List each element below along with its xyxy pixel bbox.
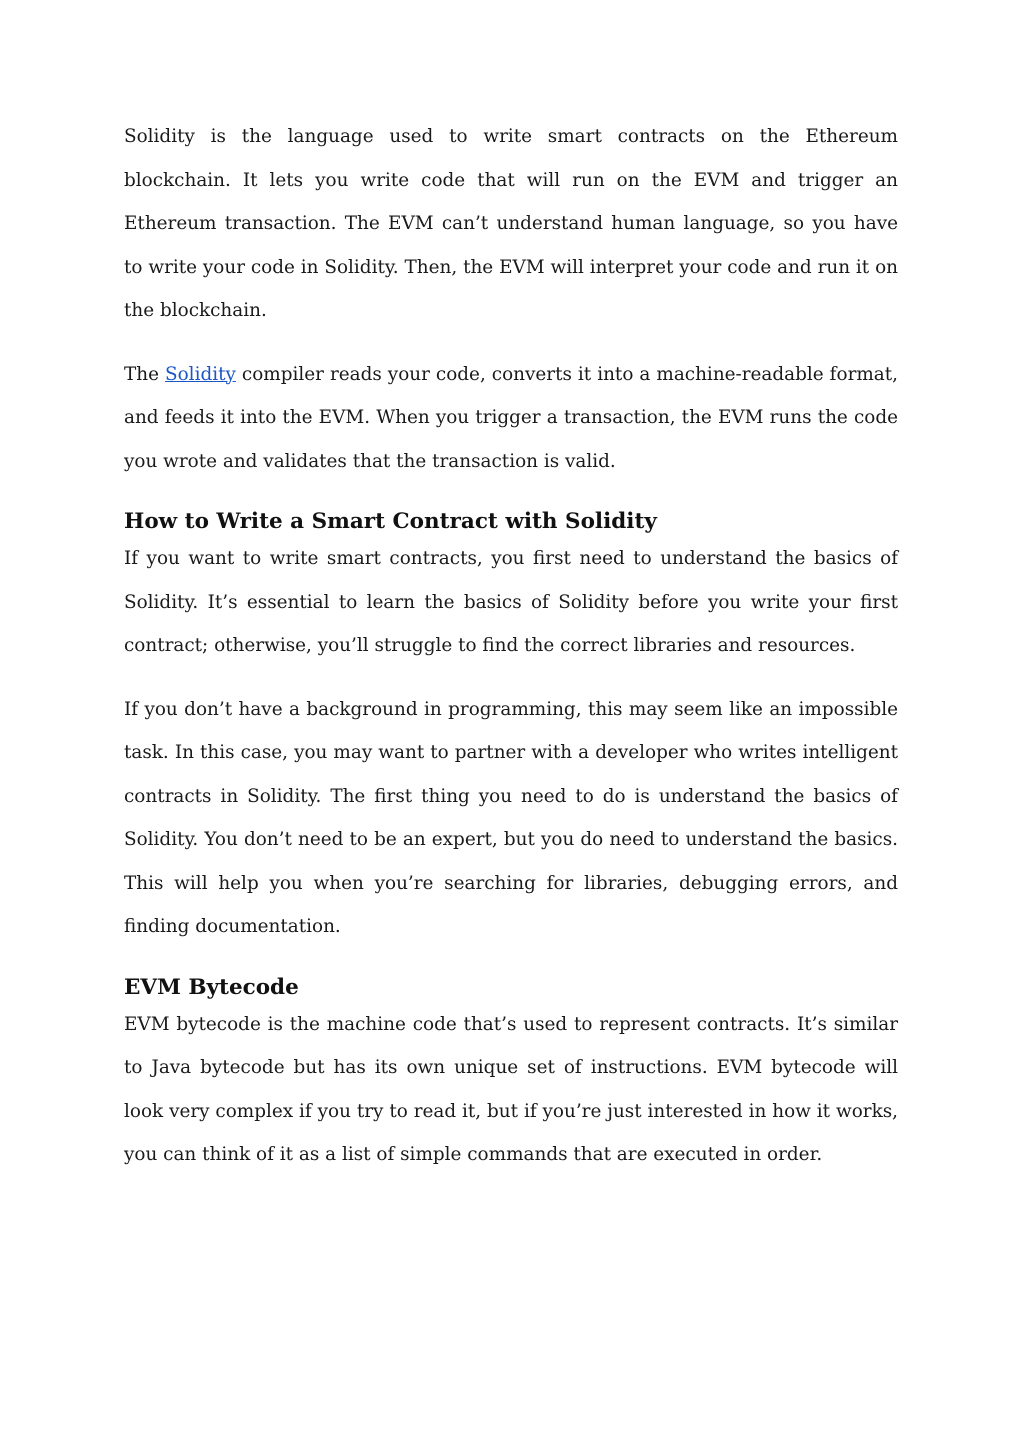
intro-paragraph: Solidity is the language used to write smart contracts on the Ethereum blockchain. It lets you write code that will run on the EVM and trigger an Ethereum transaction. The EVM can’t understand human language, so you have to write your code in Solidity. Then, the EVM will interpret your code and run it on the blockchain. xyxy=(124,126,898,321)
document-page xyxy=(124,115,898,1177)
solidity-link[interactable]: Solidity xyxy=(165,363,236,385)
section-heading-evm-bytecode: EVM Bytecode xyxy=(124,974,299,1000)
compiler-paragraph xyxy=(124,353,898,484)
section-heading-write-smart-contract: How to Write a Smart Contract with Solidity xyxy=(124,509,657,534)
compiler-paragraph-suffix: compiler reads your code, converts it into a machine-readable format, and feeds it into the EVM. When you trigger a transaction, the EVM runs the code you wrote and validates that the transaction is valid. xyxy=(124,363,898,472)
basics-paragraph: If you want to write smart contracts, you first need to understand the basics of Solidity. It’s essential to learn the basics of Solidity before you write your first contract; otherwise, you’ll struggle to find the correct libraries and resources. xyxy=(124,548,898,656)
bytecode-paragraph: EVM bytecode is the machine code that’s used to represent contracts. It’s similar to Java bytecode but has its own unique set of instructions. EVM bytecode will look very complex if you try to read it, but if you’re just interested in how it works, you can think of it as a list of simple commands that are executed in order. xyxy=(124,1013,898,1165)
background-paragraph: If you don’t have a background in programming, this may seem like an impossible task. In this case, you may want to partner with a developer who writes intelligent contracts in Solidity. The first thing you need to do is understand the basics of Solidity. You don’t need to be an expert, but you do need to understand the basics. This will help you when you’re searching for libraries, debugging errors, and finding documentation. xyxy=(124,698,898,937)
compiler-paragraph-prefix: The xyxy=(124,363,166,385)
